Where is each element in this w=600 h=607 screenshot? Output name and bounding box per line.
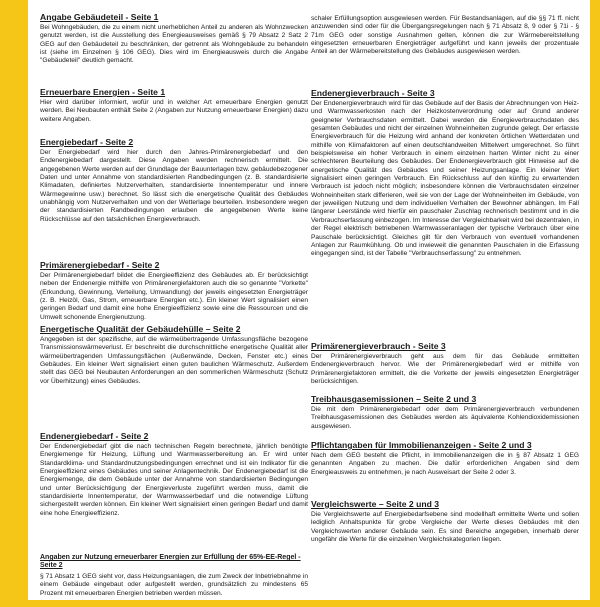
section-body: Nach dem GEG besteht die Pflicht, in Immobilienanzeigen die in § 87 Absatz 1 GEG genannten Angaben zu machen. Die dafür erforderlichen Angaben sind dem Energieausweis zu entnehmen, je nach Ausweisart der Seite 2 oder 3. <box>311 452 579 476</box>
section-heading: Vergleichswerte – Seite 2 und 3 <box>311 499 440 509</box>
section-treibhausgasemissionen <box>311 394 579 432</box>
section-heading: Endenergiebedarf - Seite 2 <box>40 431 149 441</box>
section-continuation <box>311 15 579 66</box>
section-gebaeudehuelle <box>40 324 308 412</box>
section-heading: Energetische Qualität der Gebäudehülle – Seite 2 <box>40 324 241 334</box>
section-primaerenergiebedarf <box>40 260 308 323</box>
section-heading: Pflichtangaben für Immobilienanzeigen - Seite 2 und 3 <box>311 440 532 450</box>
section-body: Bei Wohngebäuden, die zu einem nicht unerheblichen Anteil zu anderen als Wohnzwecken genutzt werden, ist die Ausstellung des Energieausweises gemäß § 79 Absatz 2 Satz 2 GEG auf den Gebäudeteil zu beschränken, der getrennt als Wohngebäude zu behandeln ist (siehe im Einzelnen § 106 GEG). Dies wird im Energieausweis durch die Angabe "Gebäudeteil" deutlich gemacht. <box>40 24 308 65</box>
section-endenergiebedarf <box>40 431 308 553</box>
section-immobilienanzeigen <box>311 440 579 486</box>
section-body: Der Endenergiebedarf gibt die nach technischen Regeln berechnete, jährlich benötigte Energiemenge für Heizung, Lüftung und Warmwasserbereitung an. Er wird unter Standardklima- und Standardnutzungsbedingungen errechnet und ist ein Indikator für die Energieeffizienz eines Gebäudes und seiner Anlagentechnik. Der Endenergiebedarf ist die Energiemenge, die dem Gebäude unter der Annahme von standardisierten Bedingungen und unter Berücksichtigung der Energieverluste zugeführt werden muss, damit die standardisierte Innentemperatur, der Warmwasserbedarf und die notwendige Lüftung sichergestellt werden können. Ein kleiner Wert signalisiert einen geringen Bedarf und damit eine hohe Energieeffizienz. <box>40 443 308 517</box>
section-heading: Angaben zur Nutzung erneuerbarer Energien zur Erfüllung der 65%-EE-Regel - Seite 2 <box>40 554 301 570</box>
section-body: Angegeben ist der spezifische, auf die wärmeübertragende Umfassungsfläche bezogene Transmissionswärmeverlust. Er beschreibt die durchschnittliche energetische Qualität aller wärmeübertragenden Umfassungsflächen (Außenwände, Decken, Fenster etc.) eines Gebäudes. Ein kleiner Wert signalisiert einen guten baulichen Wärmeschutz. Außerdem stellt das GEG bei Neubauten Anforderungen an den sommerlichen Wärmeschutz (Schutz vor Überhitzung) eines Gebäudes. <box>40 336 308 385</box>
section-body: Der Endenergieverbrauch wird für das Gebäude auf der Basis der Abrechnungen von Heiz- und Warmwasserkosten nach der Heizkostenverordnung oder auf Grund anderer geeigneter Verbrauchsdaten ermittelt. Dabei werden die Energieverbrauchsdaten des gesamten Gebäudes und nicht der einzelnen Wohneinheiten zugrunde gelegt. Der erfasste Energieverbrauch für die Heizung wird anhand der konkreten örtlichen Wetterdaten und mithilfe von Klimafaktoren auf einen deutschlandweiten Mittelwert umgerechnet. So führt beispielsweise ein hoher Verbrauch in einem einzelnen harten Winter nicht zu einer schlechteren Beurteilung des Gebäudes. Der Endenergieverbrauch gibt Hinweise auf die energetische Qualität des Gebäudes und seiner Heizungsanlage. Ein kleiner Wert signalisiert einen geringen Verbrauch. Ein Rückschluss auf den künftig zu erwartenden Verbrauch ist jedoch nicht möglich; insbesondere können die Verbrauchsdaten einzelner Wohneinheiten stark differieren, weil sie von der Lage der Wohneinheiten im Gebäude, von der jeweiligen Nutzung und dem individuellen Verhalten der Bewohner abhängen. Im Fall längerer Leerstände wird hierfür ein pauschaler Zuschlag rechnerisch bestimmt und in die Verbrauchserfassung einbezogen. Im Interesse der Vergleichbarkeit wird bei dezentralen, in der Regel elektrisch betriebenen Warmwasseranlagen der typische Verbrauch über eine Pauschale berücksichtigt. Gleiches gilt für den Verbrauch von eventuell vorhandenen Anlagen zur Raumkühlung. Ob und inwieweit die genannten Pauschalen in die Erfassung eingegangen sind, ist der Tabelle "Verbrauchserfassung" zu entnehmen. <box>311 100 579 258</box>
section-energiebedarf <box>40 137 308 250</box>
section-body: Die Vergleichswerte auf Energiebedarfsebene sind modellhaft ermittelte Werte und sollen lediglich Anhaltspunkte für grobe Vergleiche der Werte dieses Gebäudes mit den Vergleichswerten anderer Gebäude sein. Es sind Bereiche angegeben, innerhalb derer ungefähr die Werte für die einzelnen Vergleichskategorien liegen. <box>311 511 579 544</box>
section-heading: Treibhausgasemissionen – Seite 2 und 3 <box>311 394 477 404</box>
section-heading: Primärenergiebedarf - Seite 2 <box>40 260 160 270</box>
section-heading: Energiebedarf - Seite 2 <box>40 137 134 147</box>
section-body: Der Energiebedarf wird hier durch den Jahres-Primärenergiebedarf und den Endenergiebedarf dargestellt. Diese Angaben werden rechnerisch ermittelt. Die angegebenen Werte werden auf der Grundlage der Bauunterlagen bzw. gebäudebezogener Daten und unter Annahme von standardisierten Randbedingungen (z. B. standardisierte Klimadaten, definiertes Nutzerverhalten, standardisierte Innentemperatur und innere Wärmegewinne usw.) berechnet. So lässt sich die energetische Qualität des Gebäudes unabhängig vom Nutzerverhalten und von der Wetterlage beurteilen. Insbesondere wegen der standardisierten Randbedingungen erlauben die angegebenen Werte keine Rückschlüsse auf den tatsächlichen Energieverbrauch. <box>40 149 308 223</box>
section-endenergieverbrauch <box>311 88 579 328</box>
section-heading: Endenergieverbrauch - Seite 3 <box>311 88 435 98</box>
section-body: Der Primärenergiebedarf bildet die Energieeffizienz des Gebäudes ab. Er berücksichtigt neben der Endenergie mithilfe von Primärenergiefaktoren auch die so genannte "Vorkette" (Erkundung, Gewinnung, Verteilung, Umwandlung) der jeweils eingesetzten Energieträger (z. B. Heizöl, Gas, Strom, erneuerbare Energien etc.). Ein kleiner Wert signalisiert einen geringen Bedarf und damit eine hohe Energieeffizienz sowie eine die Ressourcen und die Umwelt schonende Energienutzung. <box>40 272 308 321</box>
section-heading: Primärenergieverbrauch - Seite 3 <box>311 341 446 351</box>
section-body: Hier wird darüber informiert, wofür und in welcher Art erneuerbare Energien genutzt werden. Bei Neubauten enthält Seite 2 (Angaben zur Nutzung erneuerbarer Energien) dazu weitere Angaben. <box>40 99 308 123</box>
section-gebaeudeteil <box>40 12 308 74</box>
section-body: schaler Erfüllungsoption ausgewiesen werden. Für Bestandsanlagen, auf die §§ 71 ff. nicht anzuwenden sind oder für die Übergangsregelungen nach § 71 Absatz 8, 9 oder § 71i - § 71m GEG oder sonstige Ausnahmen gelten, können die zur Wärmebereitstellung eingesetzten erneuerbaren Energieträger aufgeführt und kann jeweils der prozentuale Anteil an der Wärmebereitstellung des Gebäudes ausgewiesen werden. <box>311 15 579 56</box>
section-body: § 71 Absatz 1 GEG sieht vor, dass Heizungsanlagen, die zum Zweck der Inbetriebnahme in einem Gebäude eingebaut oder aufgestellt werden, grundsätzlich zu mindestens 65 Prozent mit erneuerbaren Energien betrieben werden müssen. <box>40 572 308 597</box>
section-heading: Angabe Gebäudeteil - Seite 1 <box>40 12 159 22</box>
section-65-ee-regel <box>40 554 308 607</box>
document-page <box>28 0 590 600</box>
section-primaerenergieverbrauch <box>311 341 579 386</box>
section-vergleichswerte <box>311 499 579 562</box>
section-heading: Erneuerbare Energien - Seite 1 <box>40 87 166 97</box>
section-body: Der Primärenergieverbrauch geht aus dem für das Gebäude ermittelten Endenergieverbrauch hervor. Wie der Primärenergiebedarf wird er mithilfe von Primärenergiefaktoren ermittelt, die die Vorkette der jeweils eingesetzten Energieträger berücksichtigen. <box>311 353 579 386</box>
section-erneuerbare-energien <box>40 87 308 125</box>
section-body: Die mit dem Primärenergiebedarf oder dem Primärenergieverbrauch verbundenen Treibhausgasemissionen des Gebäudes werden als äquivalente Kohlendioxidemissionen ausgewiesen. <box>311 406 579 430</box>
